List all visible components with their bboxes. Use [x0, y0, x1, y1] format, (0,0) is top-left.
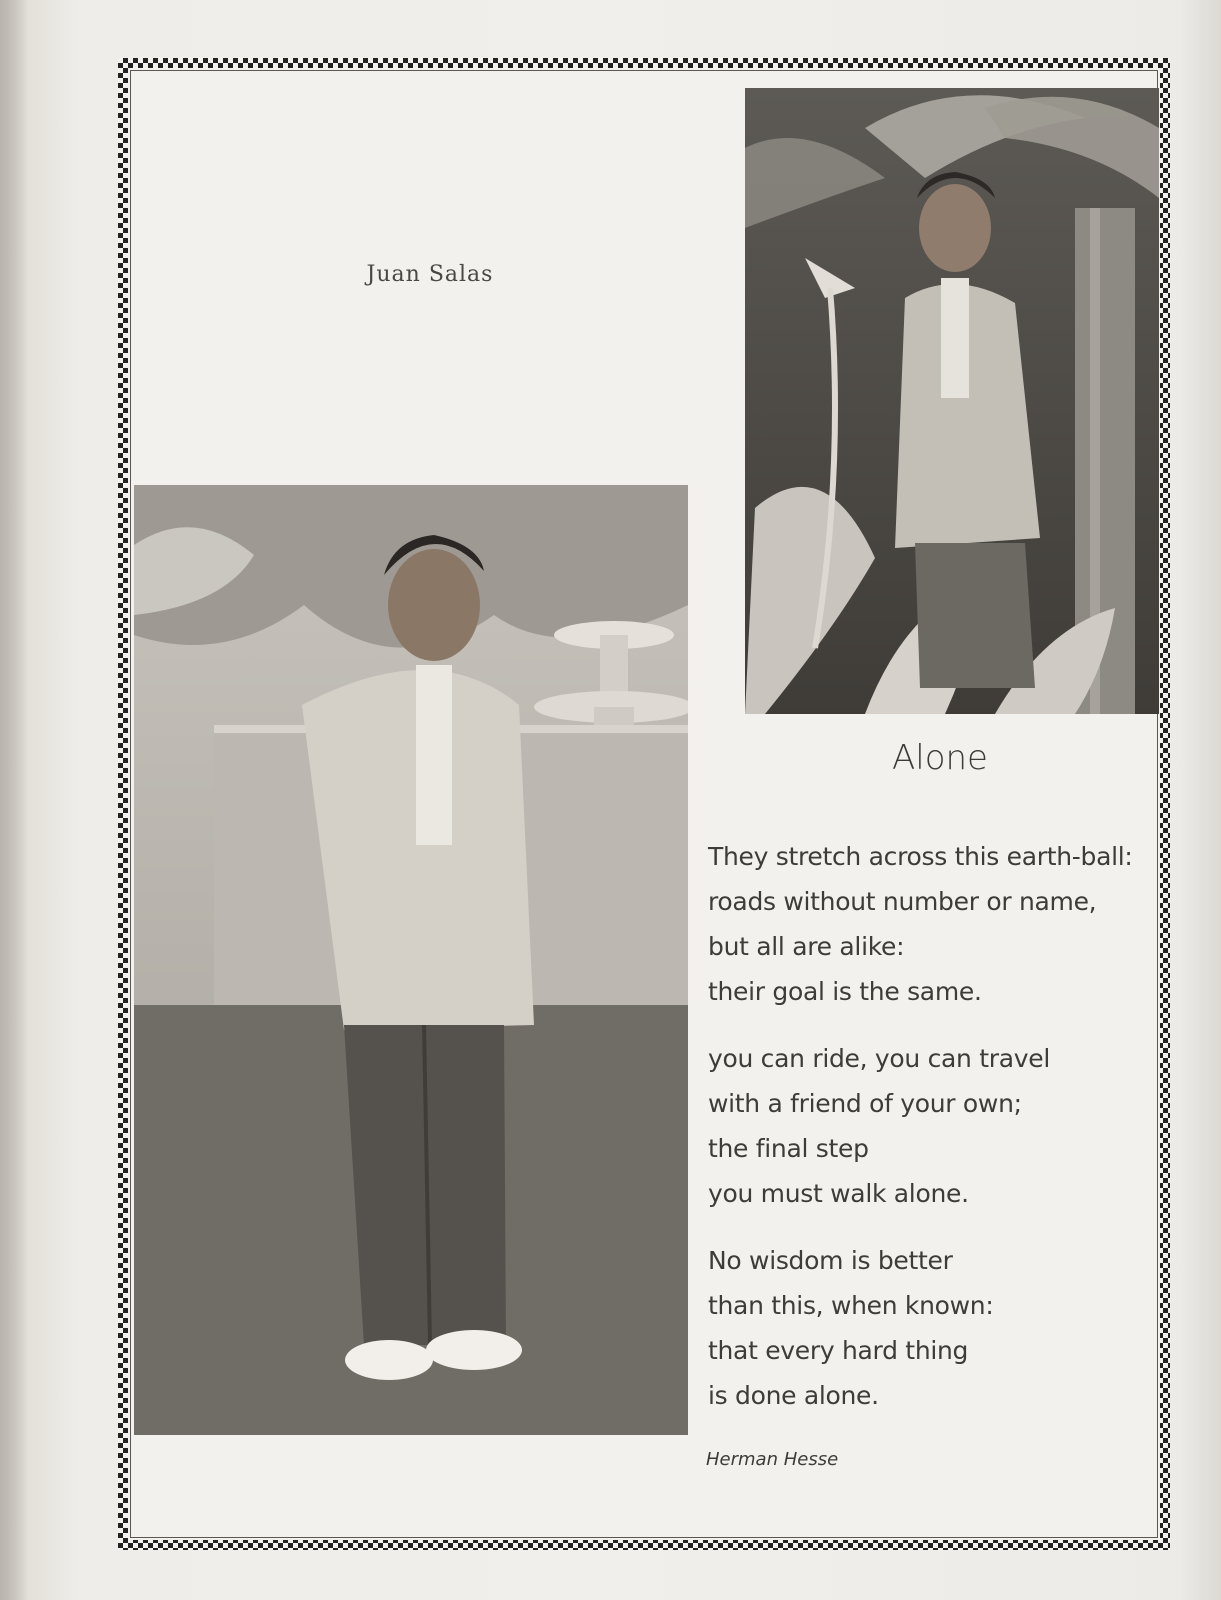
poem-body	[708, 834, 1168, 1440]
poem-line: with a friend of your own;	[708, 1089, 1022, 1118]
poem-line: than this, when known:	[708, 1291, 994, 1320]
poem-line: the final step	[708, 1134, 869, 1163]
poem-stanza	[708, 834, 1168, 1014]
poem-line: you can ride, you can travel	[708, 1044, 1050, 1073]
poem-author: Herman Hesse	[706, 1449, 839, 1470]
poem-line: that every hard thing	[708, 1336, 969, 1365]
portrait-photo-icon	[134, 485, 688, 1435]
binding-shadow	[0, 0, 28, 1600]
poem-line: is done alone.	[708, 1381, 879, 1410]
portrait-photo-top	[745, 88, 1159, 714]
poem-stanza	[708, 1036, 1168, 1216]
poem-line: but all are alike:	[708, 932, 905, 961]
poem-line: their goal is the same.	[708, 977, 982, 1006]
poem-line: They stretch across this earth-ball:	[708, 842, 1133, 871]
poem-line: roads without number or name,	[708, 887, 1097, 916]
poem-line: you must walk alone.	[708, 1179, 969, 1208]
portrait-photo-main	[134, 485, 688, 1435]
student-name: Juan Salas	[366, 262, 494, 287]
poem-stanza	[708, 1238, 1168, 1418]
portrait-photo-icon	[745, 88, 1159, 714]
poem-title: Alone	[892, 738, 988, 778]
poem-line: No wisdom is better	[708, 1246, 953, 1275]
